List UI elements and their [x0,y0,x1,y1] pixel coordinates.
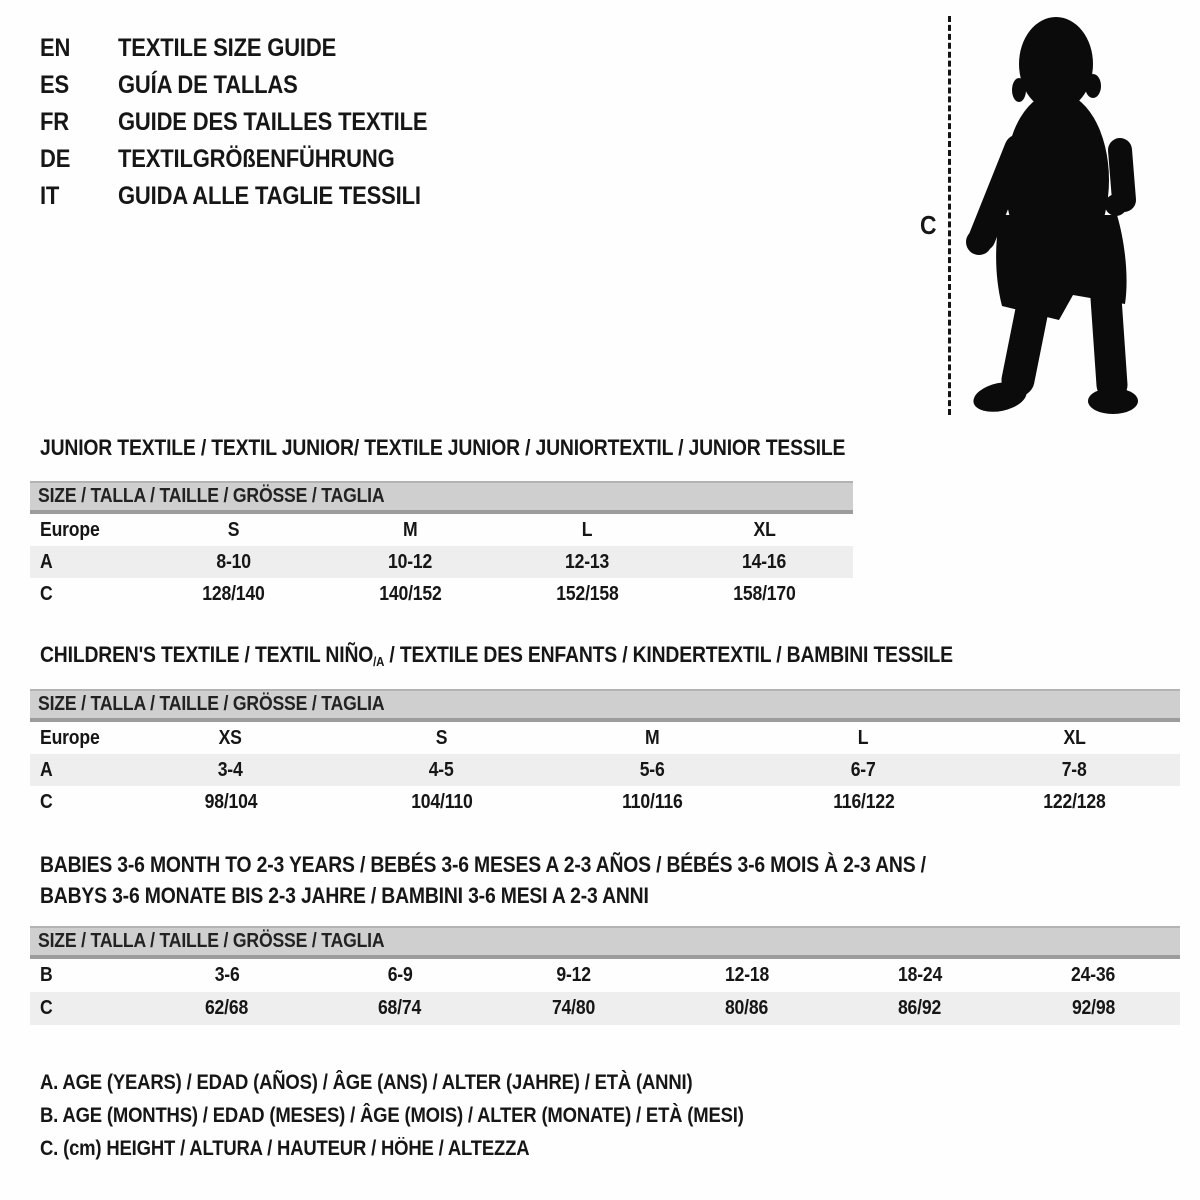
size-value-cell: 80/86 [725,997,769,1019]
table-row [30,754,1180,786]
legend [40,1066,840,1165]
size-value-cell: 10-12 [388,550,433,573]
size-value-cell: 8-10 [216,550,251,573]
size-value-cell: 3-4 [218,758,243,781]
row-label: C [40,582,53,605]
size-table-babies [30,926,1180,1025]
size-header-bar: SIZE / TALLA / TAILLE / GRÖSSE / TAGLIA [30,926,1180,959]
language-row-es [40,67,470,104]
size-value-cell: 14-16 [742,550,787,573]
size-value-cell: 92/98 [1071,997,1115,1019]
toddler-silhouette-icon [960,12,1140,418]
row-label: C [40,997,53,1019]
size-value-cell: 86/92 [898,997,942,1019]
size-value-cell: 6-9 [387,964,413,986]
size-value-cell: 12-18 [724,964,769,986]
size-table-children [30,689,1180,818]
size-value-cell: 98/104 [204,790,257,813]
size-value-cell: 104/110 [410,790,473,813]
measure-label-c: C [920,210,937,240]
table-row [30,786,1180,818]
legend-line-c: C. (cm) HEIGHT / ALTURA / HAUTEUR / HÖHE / ALTEZZA [40,1136,530,1160]
language-label: GUÍA DE TALLAS [118,71,298,99]
size-value-cell: 24-36 [1071,964,1116,986]
row-label: A [40,758,53,781]
size-value-cell: XL [1063,726,1086,749]
row-label: Europe [40,518,100,541]
size-value-cell: XS [218,726,243,749]
language-code: FR [40,108,69,136]
size-value-cell: 18-24 [897,964,943,986]
size-value-cell: 122/128 [1043,790,1106,813]
language-row-de [40,141,470,178]
table-row [30,546,853,578]
row-label: B [40,964,53,986]
height-measure-line [948,16,951,415]
size-value-cell: M [403,518,418,541]
size-value-cell: L [858,726,869,749]
legend-line-a: A. AGE (YEARS) / EDAD (AÑOS) / ÂGE (ANS) / ALTER (JAHRE) / ETÀ (ANNI) [40,1070,693,1094]
language-label: TEXTILGRÖßENFÜHRUNG [118,145,395,173]
size-table-junior [30,481,853,610]
section-children-heading: CHILDREN'S TEXTILE / TEXTIL $NIÑO_{/A}$ / TEXTILE DES ENFANTS / KINDERTEXTIL / BAMBINI TESSILE [40,642,953,669]
section-babies-heading [40,849,1047,911]
language-label: GUIDA ALLE TAGLIE TESSILI [118,182,421,210]
language-code: EN [40,34,71,62]
size-value-cell: 12-13 [565,550,610,573]
row-label: C [40,790,53,813]
size-value-cell: 116/122 [832,790,895,813]
size-value-cell: 6-7 [851,758,876,781]
language-row-en [40,30,470,67]
size-value-cell: M [645,726,660,749]
row-label: Europe [40,726,100,749]
language-row-fr [40,104,470,141]
language-row-it [40,178,470,215]
size-value-cell: 152/158 [556,582,619,605]
legend-line-b: B. AGE (MONTHS) / EDAD (MESES) / ÂGE (MOIS) / ALTER (MONATE) / ETÀ (MESI) [40,1103,744,1127]
table-row [30,722,1180,754]
size-value-cell: XL [753,518,776,541]
language-label: GUIDE DES TAILLES TEXTILE [118,108,428,136]
row-label: A [40,550,53,573]
heading-subscript: /A [373,654,385,669]
size-value-cell: 4-5 [429,758,454,781]
size-header-bar: SIZE / TALLA / TAILLE / GRÖSSE / TAGLIA [30,689,1180,722]
table-row [30,578,853,610]
section-junior-heading: JUNIOR TEXTILE / TEXTIL JUNIOR/ TEXTILE JUNIOR / JUNIORTEXTIL / JUNIOR TESSILE [40,435,846,460]
language-code: DE [40,145,71,173]
size-value-cell: 128/140 [202,582,265,605]
babies-heading-line-1: BABIES 3-6 MONTH TO 2-3 YEARS / BEBÉS 3-6 MESES A 2-3 AÑOS / BÉBÉS 3-6 MOIS À 2-3 ANS / [40,852,926,877]
size-value-cell: 68/74 [378,997,422,1019]
size-value-cell: 9-12 [556,964,591,986]
size-value-cell: 7-8 [1062,758,1087,781]
language-list [40,30,470,215]
size-value-cell: S [435,726,448,749]
language-label: TEXTILE SIZE GUIDE [118,34,337,62]
table-row [30,992,1180,1025]
size-value-cell: 140/152 [379,582,442,605]
size-value-cell: S [227,518,240,541]
table-row [30,514,853,546]
size-value-cell: 110/116 [622,790,683,813]
table-row [30,959,1180,992]
size-value-cell: 62/68 [205,997,249,1019]
size-value-cell: 5-6 [640,758,665,781]
language-code: ES [40,71,69,99]
babies-heading-line-2: BABYS 3-6 MONATE BIS 2-3 JAHRE / BAMBINI 3-6 MESI A 2-3 ANNI [40,883,649,908]
size-value-cell: 74/80 [551,997,595,1019]
size-value-cell: L [582,518,593,541]
size-value-cell: 3-6 [214,964,240,986]
size-header-bar: SIZE / TALLA / TAILLE / GRÖSSE / TAGLIA [30,481,853,514]
language-code: IT [40,182,60,210]
size-value-cell: 158/170 [733,582,796,605]
